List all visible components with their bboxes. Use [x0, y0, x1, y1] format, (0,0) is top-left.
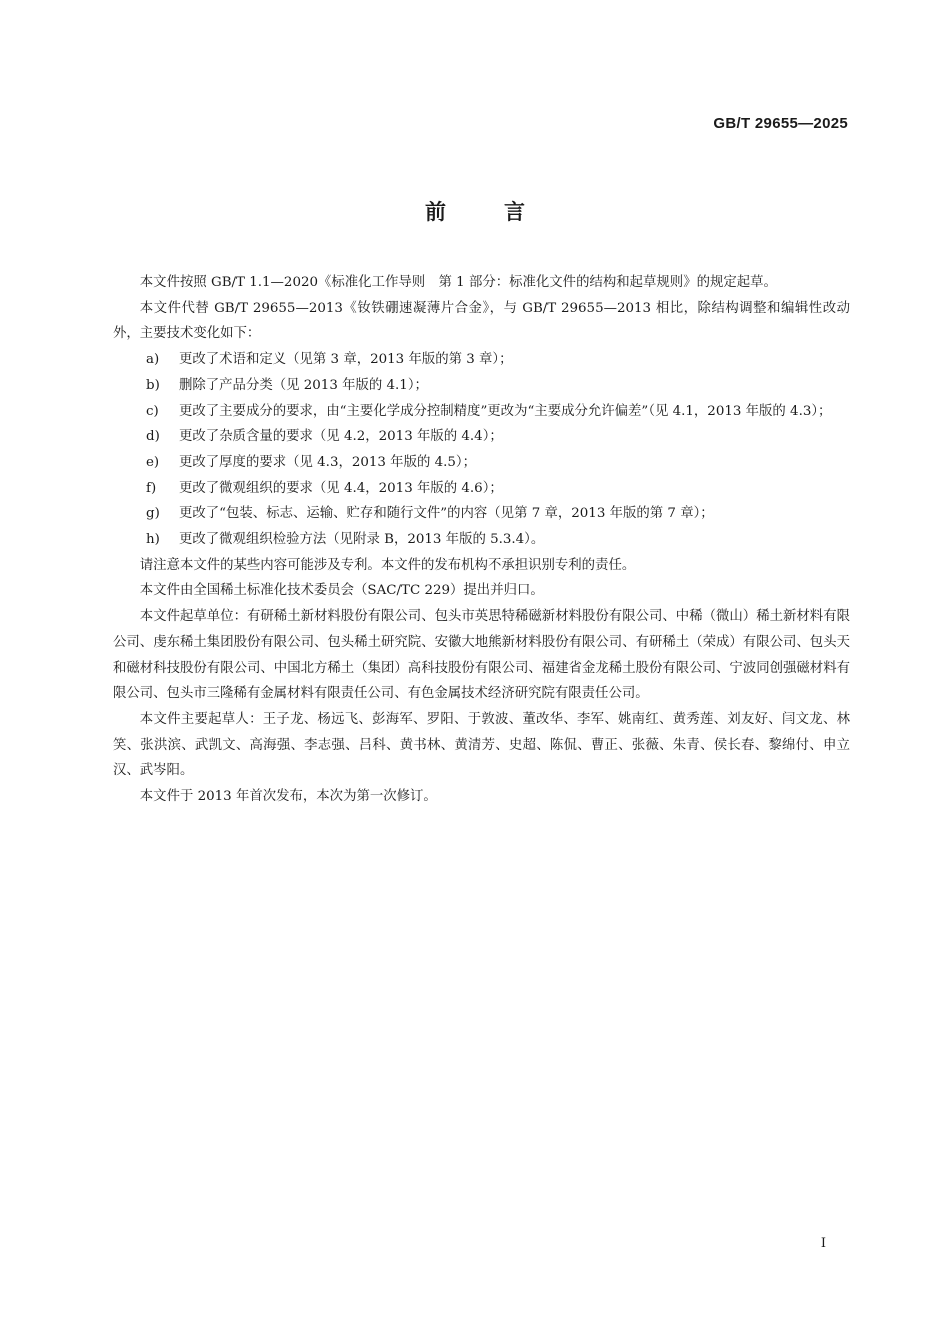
- list-text: 更改了术语和定义（见第 3 章，2013 年版的第 3 章）；: [179, 352, 513, 368]
- list-item: [113, 424, 850, 450]
- list-marker: d): [146, 429, 160, 445]
- list-item: [113, 399, 850, 425]
- list-text: 更改了杂质含量的要求（见 4.2，2013 年版的 4.4）；: [179, 429, 503, 445]
- list-text: 更改了厚度的要求（见 4.3，2013 年版的 4.5）；: [179, 454, 476, 470]
- list-text: 更改了主要成分的要求，由“主要化学成分控制精度”更改为“主要成分允许偏差”（见 4.1，2013 年版的 4.3）；: [179, 403, 832, 419]
- list-marker: e): [146, 454, 160, 470]
- page-title: 前言: [425, 200, 583, 224]
- list-item: [113, 450, 850, 476]
- list-text: 更改了“包装、标志、运输、贮存和随行文件”的内容（见第 7 章，2013 年版的第 7 章）；: [179, 506, 714, 522]
- paragraph-replacement: 本文件代替 GB/T 29655—2013《钕铁硼速凝薄片合金》，与 GB/T 29655—2013 相比，除结构调整和编辑性改动外，主要技术变化如下：: [113, 300, 850, 342]
- list-item: [113, 527, 850, 553]
- paragraph-drafters: 本文件主要起草人：王子龙、杨远飞、彭海军、罗阳、于敦波、董改华、李军、姚南红、黄秀莲、刘友好、闫文龙、林笑、张洪滨、武凯文、高海强、李志强、吕科、黄书林、黄清芳、史超、陈侃、曹正、张薇、朱青、侯长春、黎绵付、申立汉、武岑阳。: [113, 711, 850, 779]
- list-item: [113, 373, 850, 399]
- list-item: [113, 347, 850, 373]
- list-marker: g): [146, 506, 160, 522]
- list-item: [113, 501, 850, 527]
- page-number: I: [820, 1236, 826, 1251]
- list-marker: c): [146, 403, 159, 419]
- paragraph-proposer: 本文件由全国稀土标准化技术委员会（SAC/TC 229）提出并归口。: [139, 583, 544, 599]
- list-marker: h): [146, 532, 160, 548]
- changes-list: [113, 347, 850, 553]
- foreword-body: [113, 270, 850, 810]
- list-marker: b): [146, 377, 160, 393]
- list-text: 删除了产品分类（见 2013 年版的 4.1）；: [179, 377, 428, 393]
- list-text: 更改了微观组织的要求（见 4.4，2013 年版的 4.6）；: [179, 480, 503, 496]
- paragraph-patent-notice: 请注意本文件的某些内容可能涉及专利。本文件的发布机构不承担识别专利的责任。: [139, 557, 636, 573]
- standard-code: GB/T 29655—2025: [713, 115, 848, 132]
- list-marker: a): [146, 352, 160, 368]
- list-text: 更改了微观组织检验方法（见附录 B，2013 年版的 5.3.4）。: [179, 532, 545, 548]
- paragraph-history: 本文件于 2013 年首次发布，本次为第一次修订。: [139, 789, 437, 805]
- paragraph-drafting-rules: 本文件按照 GB/T 1.1—2020《标准化工作导则 第 1 部分：标准化文件的结构和起草规则》的规定起草。: [139, 275, 777, 290]
- list-item: [113, 476, 850, 502]
- paragraph-drafting-units: 本文件起草单位：有研稀土新材料股份有限公司、包头市英思特稀磁新材料股份有限公司、中稀（微山）稀土新材料有限公司、虔东稀土集团股份有限公司、包头稀土研究院、安徽大地熊新材料股份有限公司、有研稀土（荣成）有限公司、包头天和磁材科技股份有限公司、中国北方稀土（集团）高科技股份有限公司、福建省金龙稀土股份有限公司、宁波同创强磁材料有限公司、包头市三隆稀有金属材料有限责任公司、有色金属技术经济研究院有限责任公司。: [113, 609, 850, 702]
- list-marker: f): [146, 480, 157, 496]
